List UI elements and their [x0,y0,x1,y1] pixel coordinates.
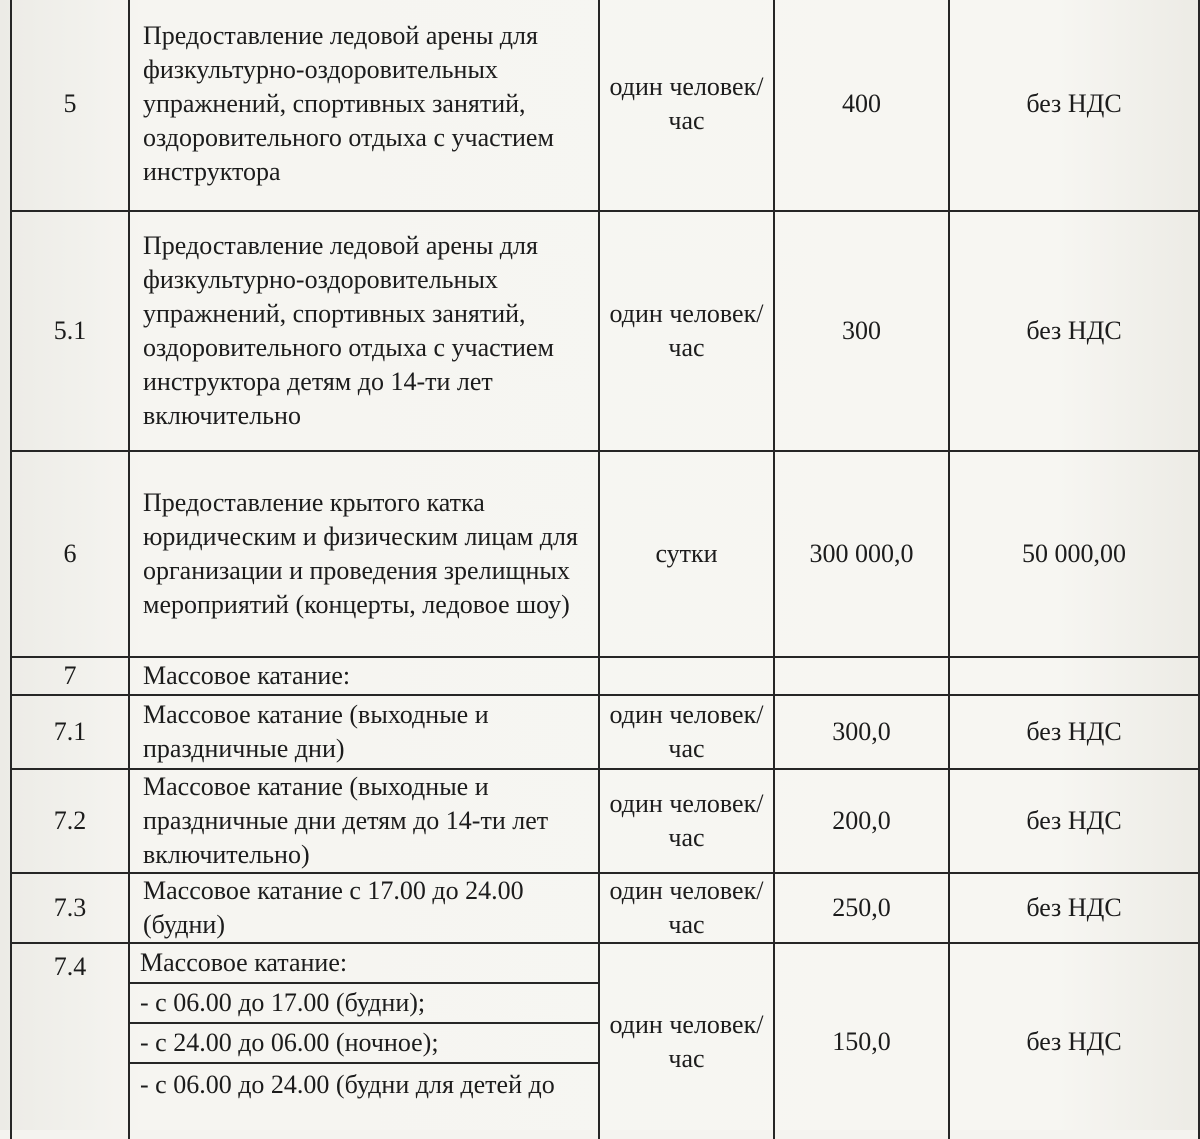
vat-value: 50 000,00 [949,451,1199,657]
table-row [11,769,1199,873]
price-value: 400 [774,0,949,211]
row-number: 5 [11,0,129,211]
price-value: 150,0 [774,943,949,1139]
vat-value: без НДС [949,943,1199,1139]
vat-value: без НДС [949,211,1199,451]
vat-value: без НДС [949,769,1199,873]
unit-of-measure: один человек/час [599,211,774,451]
price-value [774,657,949,695]
service-description: - с 06.00 до 17.00 (будни); [129,983,599,1023]
vat-value: без НДС [949,873,1199,943]
unit-of-measure: один человек/час [599,769,774,873]
service-description: Предоставление ледовой арены для физкультурно-оздоровительных упражнений, спортивных занятий, оздоровительного отдыха с участием инструктора детям до 14-ти лет включительно [129,211,599,451]
service-description: Массовое катание с 17.00 до 24.00 (будни) [129,873,599,943]
price-value: 300 000,0 [774,451,949,657]
table-row [11,657,1199,695]
vat-value [949,657,1199,695]
service-description: Массовое катание (выходные и праздничные дни) [129,695,599,769]
table-row [11,873,1199,943]
row-number: 5.1 [11,211,129,451]
service-description: Массовое катание (выходные и праздничные дни детям до 14-ти лет включительно) [129,769,599,873]
service-description: - с 24.00 до 06.00 (ночное); [129,1023,599,1063]
table-row [11,211,1199,451]
table-row [11,695,1199,769]
row-number: 6 [11,451,129,657]
price-value: 200,0 [774,769,949,873]
vat-value: без НДС [949,695,1199,769]
unit-of-measure: один человек/час [599,943,774,1139]
unit-of-measure: один человек/час [599,873,774,943]
service-description: Предоставление крытого катка юридическим и физическим лицам для организации и проведения зрелищных мероприятий (концерты, ледовое шоу) [129,451,599,657]
price-value: 300,0 [774,695,949,769]
price-value: 250,0 [774,873,949,943]
row-number: 7.2 [11,769,129,873]
row-number: 7.1 [11,695,129,769]
table-row [11,943,1199,983]
unit-of-measure [599,657,774,695]
tariff-table [10,0,1200,1139]
service-description: Предоставление ледовой арены для физкультурно-оздоровительных упражнений, спортивных занятий, оздоровительного отдыха с участием инструктора [129,0,599,211]
service-description: Массовое катание: [129,657,599,695]
unit-of-measure: один человек/час [599,695,774,769]
price-value: 300 [774,211,949,451]
table-row [11,0,1199,211]
service-description: Массовое катание: [129,943,599,983]
vat-value: без НДС [949,0,1199,211]
unit-of-measure: сутки [599,451,774,657]
row-number: 7 [11,657,129,695]
service-description: - с 06.00 до 24.00 (будни для детей до [129,1063,599,1139]
row-number: 7.3 [11,873,129,943]
row-number: 7.4 [11,943,129,1139]
unit-of-measure: один человек/час [599,0,774,211]
table-row [11,451,1199,657]
